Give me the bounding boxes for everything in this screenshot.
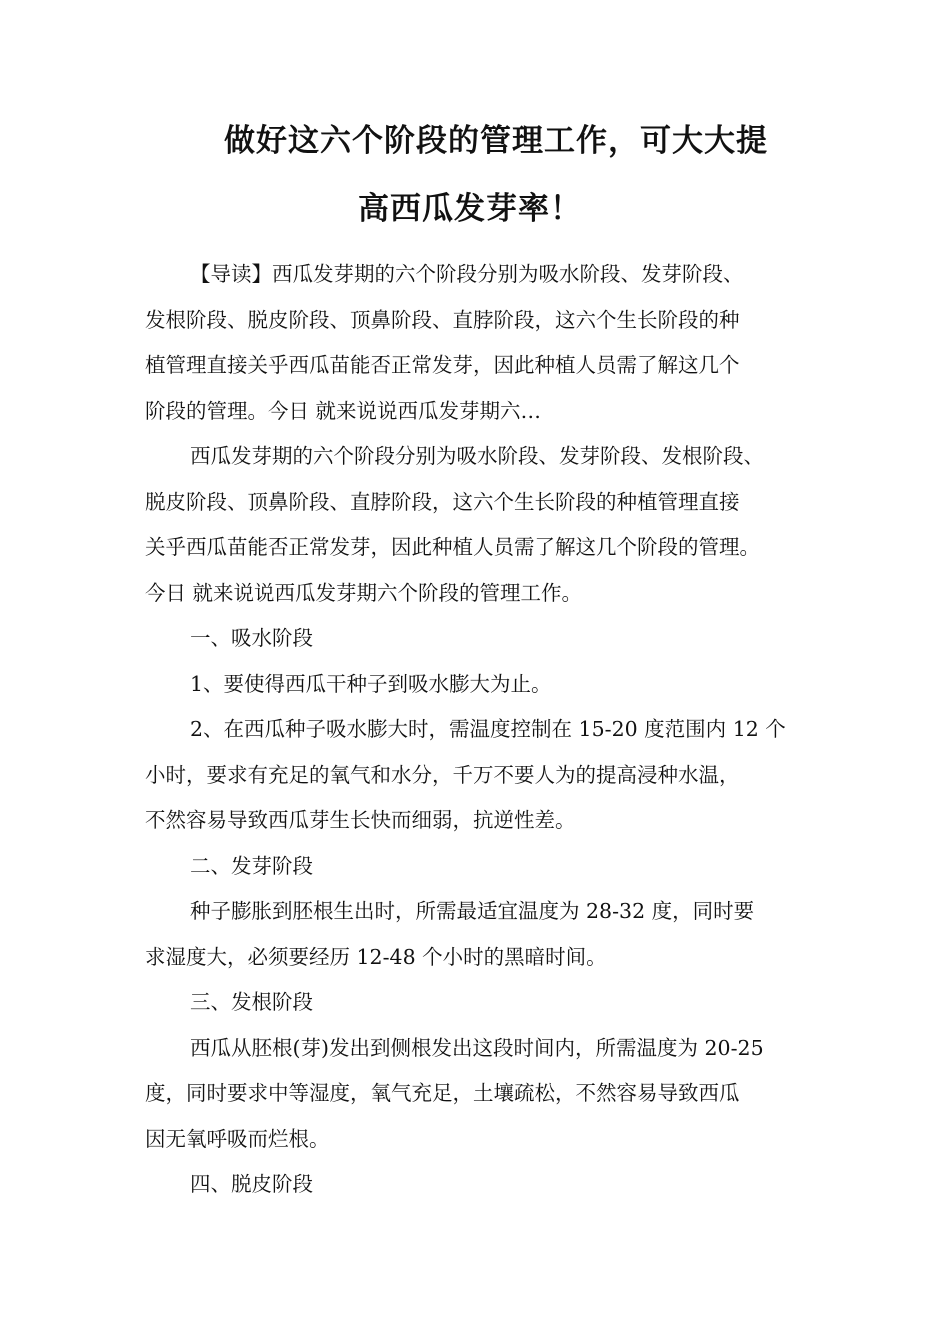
document-title-line-2: 高西瓜发芽率！ [358, 191, 582, 227]
section-heading-1 [145, 616, 825, 662]
paragraph-germination [145, 889, 825, 980]
text-line: 2、在西瓜种子吸水膨大时，需温度控制在 15-20 度范围内 12 个 [190, 717, 786, 741]
section-heading-3 [145, 980, 825, 1026]
text-line: 阶段的管理。今日 就来说说西瓜发芽期六… [145, 398, 542, 423]
paragraph-rooting [145, 1026, 825, 1163]
text-line: 三、发根阶段 [190, 990, 313, 1014]
text-line: 求湿度大，必须要经历 12-48 个小时的黑暗时间。 [145, 944, 607, 969]
text-line: 1、要使得西瓜干种子到吸水膨大为止。 [190, 671, 552, 696]
text-line: 脱皮阶段、顶鼻阶段、直脖阶段，这六个生长阶段的种植管理直接 [145, 489, 740, 514]
text-line: 关乎西瓜苗能否正常发芽，因此种植人员需了解这几个阶段的管理。 [145, 535, 760, 559]
paragraph-intro [145, 252, 825, 434]
text-line: 西瓜从胚根(芽)发出到侧根发出这段时间内，所需温度为 20-25 [190, 1035, 764, 1060]
text-line: 二、发芽阶段 [190, 853, 313, 878]
text-line: 植管理直接关乎西瓜苗能否正常发芽，因此种植人员需了解这几个 [145, 353, 740, 377]
paragraph-item-2 [145, 707, 825, 844]
paragraph-item-1 [145, 662, 825, 708]
text-line: 一、吸水阶段 [190, 626, 313, 650]
text-line: 种子膨胀到胚根生出时，所需最适宜温度为 28-32 度，同时要 [190, 899, 755, 923]
text-line: 【导读】西瓜发芽期的六个阶段分别为吸水阶段、发芽阶段、 [190, 262, 744, 286]
text-line: 四、脱皮阶段 [190, 1172, 313, 1196]
text-line: 发根阶段、脱皮阶段、顶鼻阶段、直脖阶段，这六个生长阶段的种 [145, 307, 740, 332]
section-heading-4 [145, 1162, 825, 1208]
document-title-line-1: 做好这六个阶段的管理工作，可大大提 [224, 123, 768, 159]
text-line: 今日 就来说说西瓜发芽期六个阶段的管理工作。 [145, 580, 583, 605]
paragraph-overview [145, 434, 825, 616]
text-line: 度，同时要求中等湿度，氧气充足，土壤疏松，不然容易导致西瓜 [145, 1081, 740, 1105]
text-line: 西瓜发芽期的六个阶段分别为吸水阶段、发芽阶段、发根阶段、 [190, 444, 764, 468]
section-heading-2 [145, 844, 825, 890]
text-line: 小时，要求有充足的氧气和水分，千万不要人为的提高浸种水温， [145, 762, 740, 787]
document-body [145, 252, 825, 1208]
text-line: 因无氧呼吸而烂根。 [145, 1126, 330, 1151]
text-line: 不然容易导致西瓜芽生长快而细弱，抗逆性差。 [145, 808, 576, 832]
